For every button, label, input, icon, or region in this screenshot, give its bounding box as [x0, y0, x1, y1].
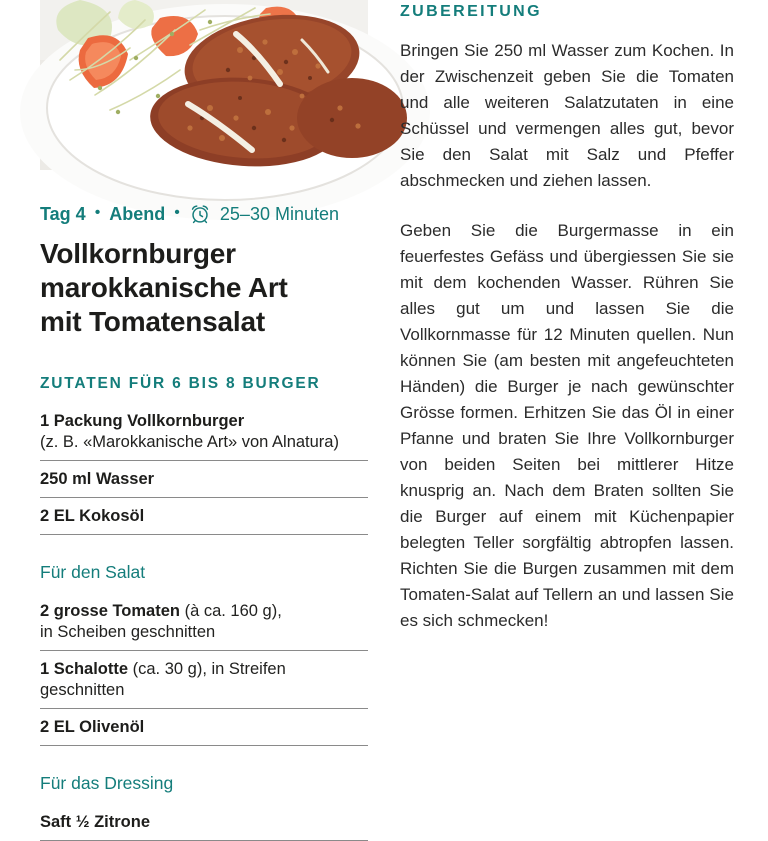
- preparation-paragraph: Bringen Sie 250 ml Wasser zum Kochen. In der Zwischenzeit geben Sie die Tomaten und alle weiteren Salatzutaten in eine Schüssel und vermengen alles gut, bevor Sie den Salat mit Salz und Pfeffer abschmecken und ziehen lassen.: [400, 41, 734, 190]
- ingredient-amount: 2 EL Olivenöl: [40, 718, 145, 736]
- ingredient-detail-line2: geschnitten: [40, 681, 125, 699]
- ingredient-section-list: [40, 403, 368, 535]
- ingredient-row: [40, 709, 368, 746]
- preparation-paragraph: Geben Sie die Burgermasse in ein feuerfestes Gefäss und übergiessen Sie sie mit dem kochenden Wasser. Rühren Sie alles gut um und lassen Sie die Vollkornmasse für 12 Minuten quellen. Nun können Sie (am besten mit angefeuchteten Händen) die Burger je nach gewünschter Grösse formen. Erhitzen Sie das Öl in einer Pfanne und braten Sie Ihre Vollkornburger von beiden Seiten bei mittlerer Hitze knusprig an. Nach dem Braten sollten Sie die Burger auf einem mit Küchenpapier belegten Teller sorgfältig abtropfen lassen. Richten Sie die Burgen zusammen mit dem Tomaten-Salat auf Tellern an und lassen Sie es sich schmecken!: [400, 221, 734, 630]
- recipe-title-line: marokkanische Art: [40, 272, 288, 303]
- ingredient-amount: 1 Schalotte: [40, 660, 129, 678]
- right-column: [400, 0, 734, 634]
- day-label: Tag 4: [40, 204, 86, 224]
- ingredient-detail: (à ca. 160 g),: [179, 602, 282, 620]
- ingredient-row: [40, 498, 368, 535]
- bullet-separator: •: [94, 204, 101, 221]
- ingredient-row: [40, 651, 368, 709]
- duration-label: 25–30 Minuten: [219, 204, 339, 224]
- ingredient-amount: Saft ½ Zitrone: [40, 813, 151, 831]
- ingredient-subheading: Für den Salat: [40, 562, 146, 582]
- ingredient-amount: 250 ml Wasser: [40, 470, 155, 488]
- ingredient-detail-line2: (z. B. «Marokkanische Art» von Alnatura): [40, 433, 339, 451]
- recipe-title-line: Vollkornburger: [40, 238, 236, 269]
- ingredient-section-list: [40, 593, 368, 746]
- ingredient-amount: 2 grosse Tomaten: [40, 602, 180, 620]
- preparation-paragraphs: [400, 38, 734, 634]
- ingredient-amount: 1 Packung Vollkornburger: [40, 412, 245, 430]
- ingredient-row: [40, 593, 368, 651]
- meal-label: Abend: [109, 204, 166, 224]
- left-column: [40, 0, 368, 841]
- ingredient-detail: (ca. 30 g), in Streifen: [128, 660, 286, 678]
- ingredient-amount: 2 EL Kokosöl: [40, 507, 145, 525]
- ingredient-detail-line2: in Scheiben geschnitten: [40, 623, 216, 641]
- alarm-clock-icon: [189, 203, 211, 225]
- ingredient-list: [40, 403, 368, 841]
- ingredient-section-list: [40, 804, 368, 841]
- burger-plate-photo: [40, 0, 368, 170]
- preparation-heading: ZUBEREITUNG: [400, 3, 542, 20]
- recipe-title-line: mit Tomatensalat: [40, 306, 265, 337]
- recipe-title: [40, 237, 368, 339]
- ingredient-row: [40, 804, 368, 841]
- bullet-separator: •: [174, 204, 180, 221]
- ingredient-subheading: Für das Dressing: [40, 773, 174, 793]
- ingredient-row: [40, 461, 368, 498]
- recipe-meta-row: [40, 203, 368, 225]
- ingredients-heading: ZUTATEN FÜR 6 BIS 8 BURGER: [40, 375, 321, 392]
- ingredient-row: [40, 403, 368, 461]
